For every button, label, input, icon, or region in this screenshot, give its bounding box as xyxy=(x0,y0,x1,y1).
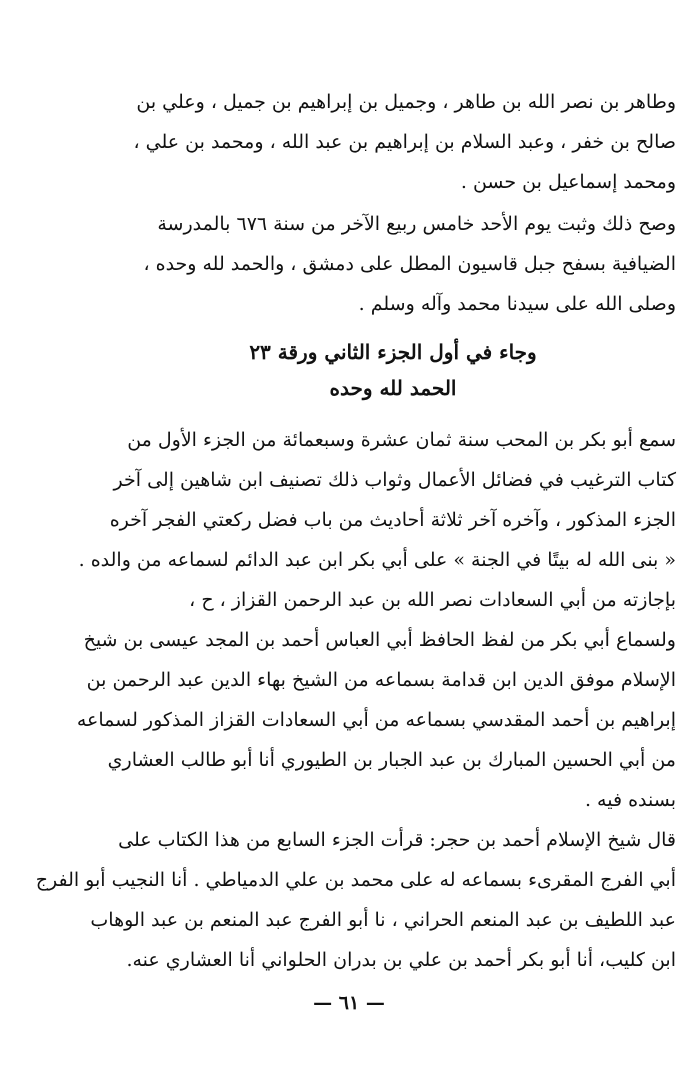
text-line: كتاب الترغيب في فضائل الأعمال وثواب ذلك تصنيف ابن شاهين إلى آخر xyxy=(113,469,676,491)
text-line: من أبي الحسين المبارك بن عبد الجبار بن الطيوري أنا أبو طالب العشاري xyxy=(107,749,676,771)
paragraph-1 xyxy=(110,82,676,202)
text-line: إبراهيم بن أحمد المقدسي بسماعه من أبي السعادات القزاز المذكور لسماعه xyxy=(76,709,676,731)
text-line: عبد اللطيف بن عبد المنعم الحراني ، نا أبو الفرج عبد المنعم بن عبد الوهاب xyxy=(90,909,676,931)
paragraph-4 xyxy=(76,580,676,820)
text-line: « بنى الله له بيتًا في الجنة » على أبي بكر ابن عبد الدائم لسماعه من والده . xyxy=(78,549,676,571)
text-line: أبي الفرج المقرىء بسماعه له على محمد بن علي الدمياطي . أنا النجيب أبو الفرج xyxy=(35,869,676,891)
text-line: سمع أبو بكر بن المحب سنة ثمان عشرة وسبعمائة من الجزء الأول من xyxy=(127,429,676,451)
text-line: وطاهر بن نصر الله بن طاهر ، وجميل بن إبراهيم بن جميل ، وعلي بن xyxy=(136,91,676,113)
page-number: — ٦١ — xyxy=(313,992,385,1014)
text-line: وصلى الله على سيدنا محمد وآله وسلم . xyxy=(358,293,676,315)
section-subheading: الحمد لله وحده xyxy=(329,376,457,400)
text-line: ولسماع أبي بكر من لفظ الحافظ أبي العباس أحمد بن المجد عيسى بن شيخ xyxy=(83,629,676,651)
text-line: ابن كليب، أنا أبو بكر أحمد بن علي بن بدران الحلواني أنا العشاري عنه. xyxy=(126,949,676,971)
text-line: الجزء المذكور ، وآخره آخر ثلاثة أحاديث من باب فضل ركعتي الفجر آخره xyxy=(109,509,676,531)
text-line: ومحمد إسماعيل بن حسن . xyxy=(460,171,676,193)
section-heading: وجاء في أول الجزء الثاني ورقة ٢٣ xyxy=(249,340,537,364)
paragraph-5 xyxy=(35,820,676,980)
paragraph-2 xyxy=(110,204,676,324)
text-line: وصح ذلك وثبت يوم الأحد خامس ربيع الآخر من سنة ٦٧٦ بالمدرسة xyxy=(157,213,676,235)
text-line: صالح بن خفر ، وعبد السلام بن إبراهيم بن عبد الله ، ومحمد بن علي ، xyxy=(133,131,676,153)
text-line: قال شيخ الإسلام أحمد بن حجر: قرأت الجزء السابع من هذا الكتاب على xyxy=(118,829,676,851)
text-line: الإسلام موفق الدين ابن قدامة بسماعه من الشيخ بهاء الدين عبد الرحمن بن xyxy=(86,669,676,691)
text-line: بسنده فيه . xyxy=(584,789,676,811)
text-line: الضيافية بسفح جبل قاسيون المطل على دمشق ، والحمد لله وحده ، xyxy=(143,253,676,275)
text-line: بإجازته من أبي السعادات نصر الله بن عبد الرحمن القزاز ، ح ، xyxy=(189,589,676,611)
paragraph-3 xyxy=(78,420,676,580)
